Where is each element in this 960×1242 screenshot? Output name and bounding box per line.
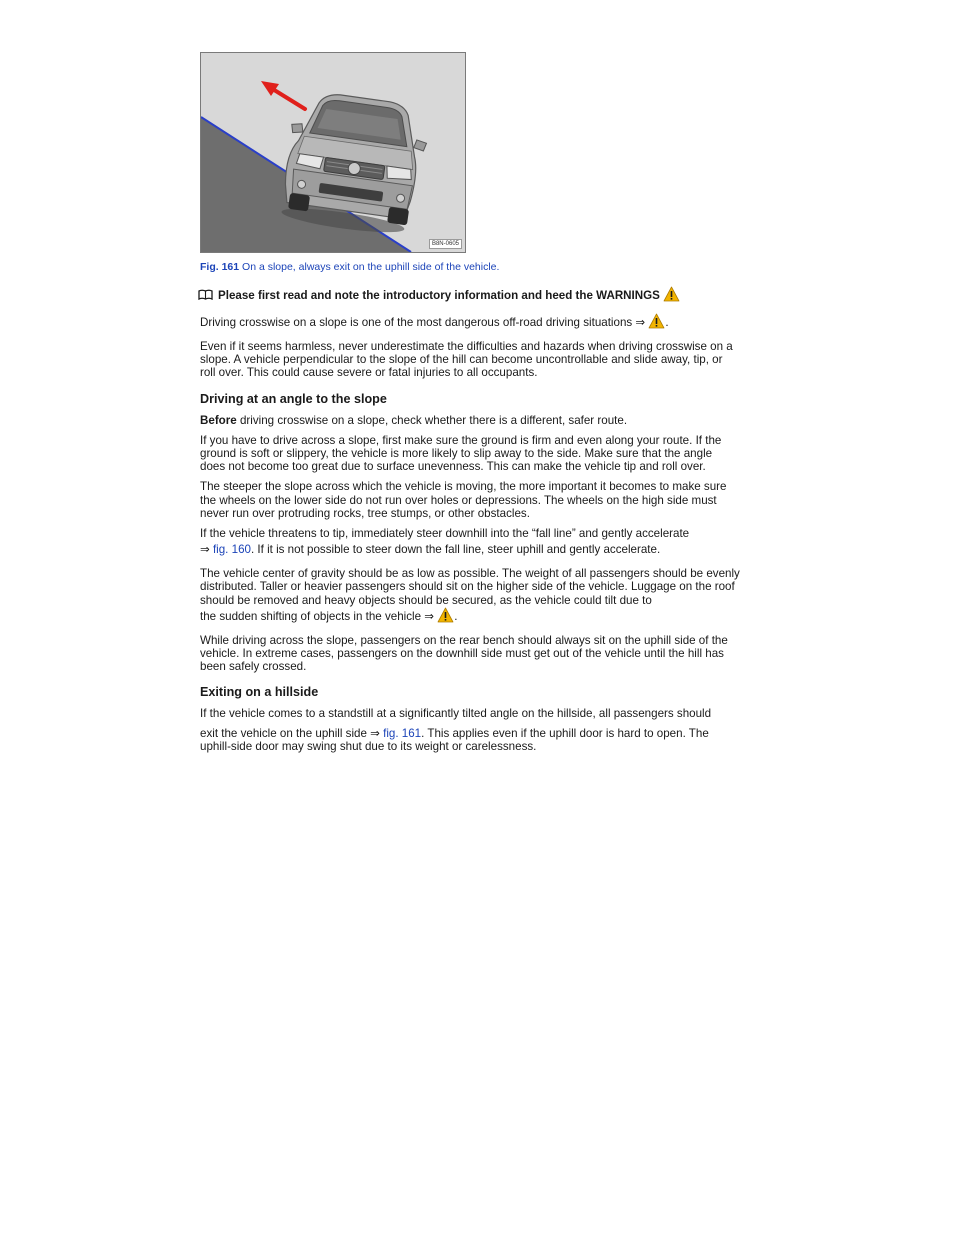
manual-page	[200, 52, 740, 753]
paragraph-text-end: .	[665, 316, 669, 329]
paragraph-rear-bench: While driving across the slope, passengers on the rear bench should always sit on the uphill side of the vehicle. In extreme cases, passengers on the downhill side must get out of the vehicle until the hill has been safely crossed.	[200, 633, 728, 674]
link-fig-160[interactable]: fig. 160	[212, 543, 251, 557]
paragraph-text: the sudden shifting of objects in the vehicle ⇒	[200, 609, 438, 623]
figure-caption-label: Fig. 161	[200, 261, 240, 273]
bold-before: Before	[200, 413, 237, 427]
heading-driving-at-angle: Driving at an angle to the slope	[200, 391, 387, 406]
paragraph-text: If the vehicle comes to a standstill at a significantly tilted angle on the hillside, all passengers should	[200, 707, 712, 721]
paragraph-text: . This applies even if the uphill door is hard to open. The uphill-side door may swing shut due to its weight or carelessness.	[200, 726, 709, 753]
paragraph-exit-uphill	[200, 707, 740, 720]
intro-text: Please first read and note the introductory information and heed the WARNINGS	[218, 289, 664, 302]
paragraph-firm-ground: If you have to drive across a slope, first make sure the ground is firm and even along your route. If the ground is soft or slippery, the vehicle is more likely to slip away to the side. Make sure that the angle does not become too great due to surface unevenness. This can make the vehicle tip and roll over.	[200, 433, 722, 474]
warning-triangle-icon[interactable]	[437, 607, 454, 623]
paragraph-text: . If it is not possible to steer down the fall line, steer uphill and gently accelerate.	[250, 543, 661, 557]
book-icon	[198, 289, 213, 300]
paragraph-before	[200, 414, 740, 427]
figure-caption	[200, 261, 740, 274]
paragraph-harmless: Even if it seems harmless, never underestimate the difficulties and hazards when driving crosswise on a slope. A vehicle perpendicular to the slope of the hill can become uncontrollable and slide away, tip, or roll over. This could cause severe or fatal injuries to all occupants.	[200, 340, 733, 380]
heading-exiting-hillside: Exiting on a hillside	[200, 685, 319, 700]
link-fig-161[interactable]: fig. 161	[383, 726, 422, 740]
paragraph-crosswise-danger	[200, 313, 740, 333]
arrow-ref: ⇒	[200, 543, 213, 557]
paragraph-text: The vehicle center of gravity should be as low as possible. The weight of all passengers should be evenly distributed. Taller or heavier passengers should sit on the higher side of the vehicle. Luggage on the roof should be removed and heavy objects should be secured, as the vehicle could tilt due to	[200, 567, 740, 607]
paragraph-center-of-gravity-end	[200, 607, 740, 627]
warning-triangle-icon[interactable]	[648, 313, 665, 329]
figure-caption-text: On a slope, always exit on the uphill side of the vehicle.	[239, 261, 500, 273]
paragraph-text: exit the vehicle on the uphill side ⇒	[200, 726, 384, 740]
paragraph-text: driving crosswise on a slope, check whether there is a different, safer route.	[236, 413, 628, 427]
intro-note	[198, 286, 740, 303]
paragraph-center-of-gravity	[200, 567, 740, 607]
figure-code: B8N-0605	[429, 239, 462, 249]
paragraph-exit-uphill-cont	[200, 727, 740, 753]
paragraph-text: If the vehicle threatens to tip, immediately steer downhill into the “fall line” and gently accelerate	[200, 527, 690, 541]
paragraph-text: Driving crosswise on a slope is one of the most dangerous off-road driving situations ⇒	[200, 316, 649, 329]
figure-161	[200, 52, 466, 253]
paragraph-fall-line	[200, 527, 740, 560]
warning-triangle-icon[interactable]	[663, 286, 680, 302]
vehicle-on-slope-illustration	[201, 53, 465, 252]
paragraph-text-end: .	[454, 609, 458, 623]
paragraph-steeper-slope: The steeper the slope across which the vehicle is moving, the more important it becomes to make sure the wheels on the lower side do not run over holes or depressions. The wheels on the high side must never run over protruding rocks, tree stumps, or other obstacles.	[200, 480, 727, 520]
